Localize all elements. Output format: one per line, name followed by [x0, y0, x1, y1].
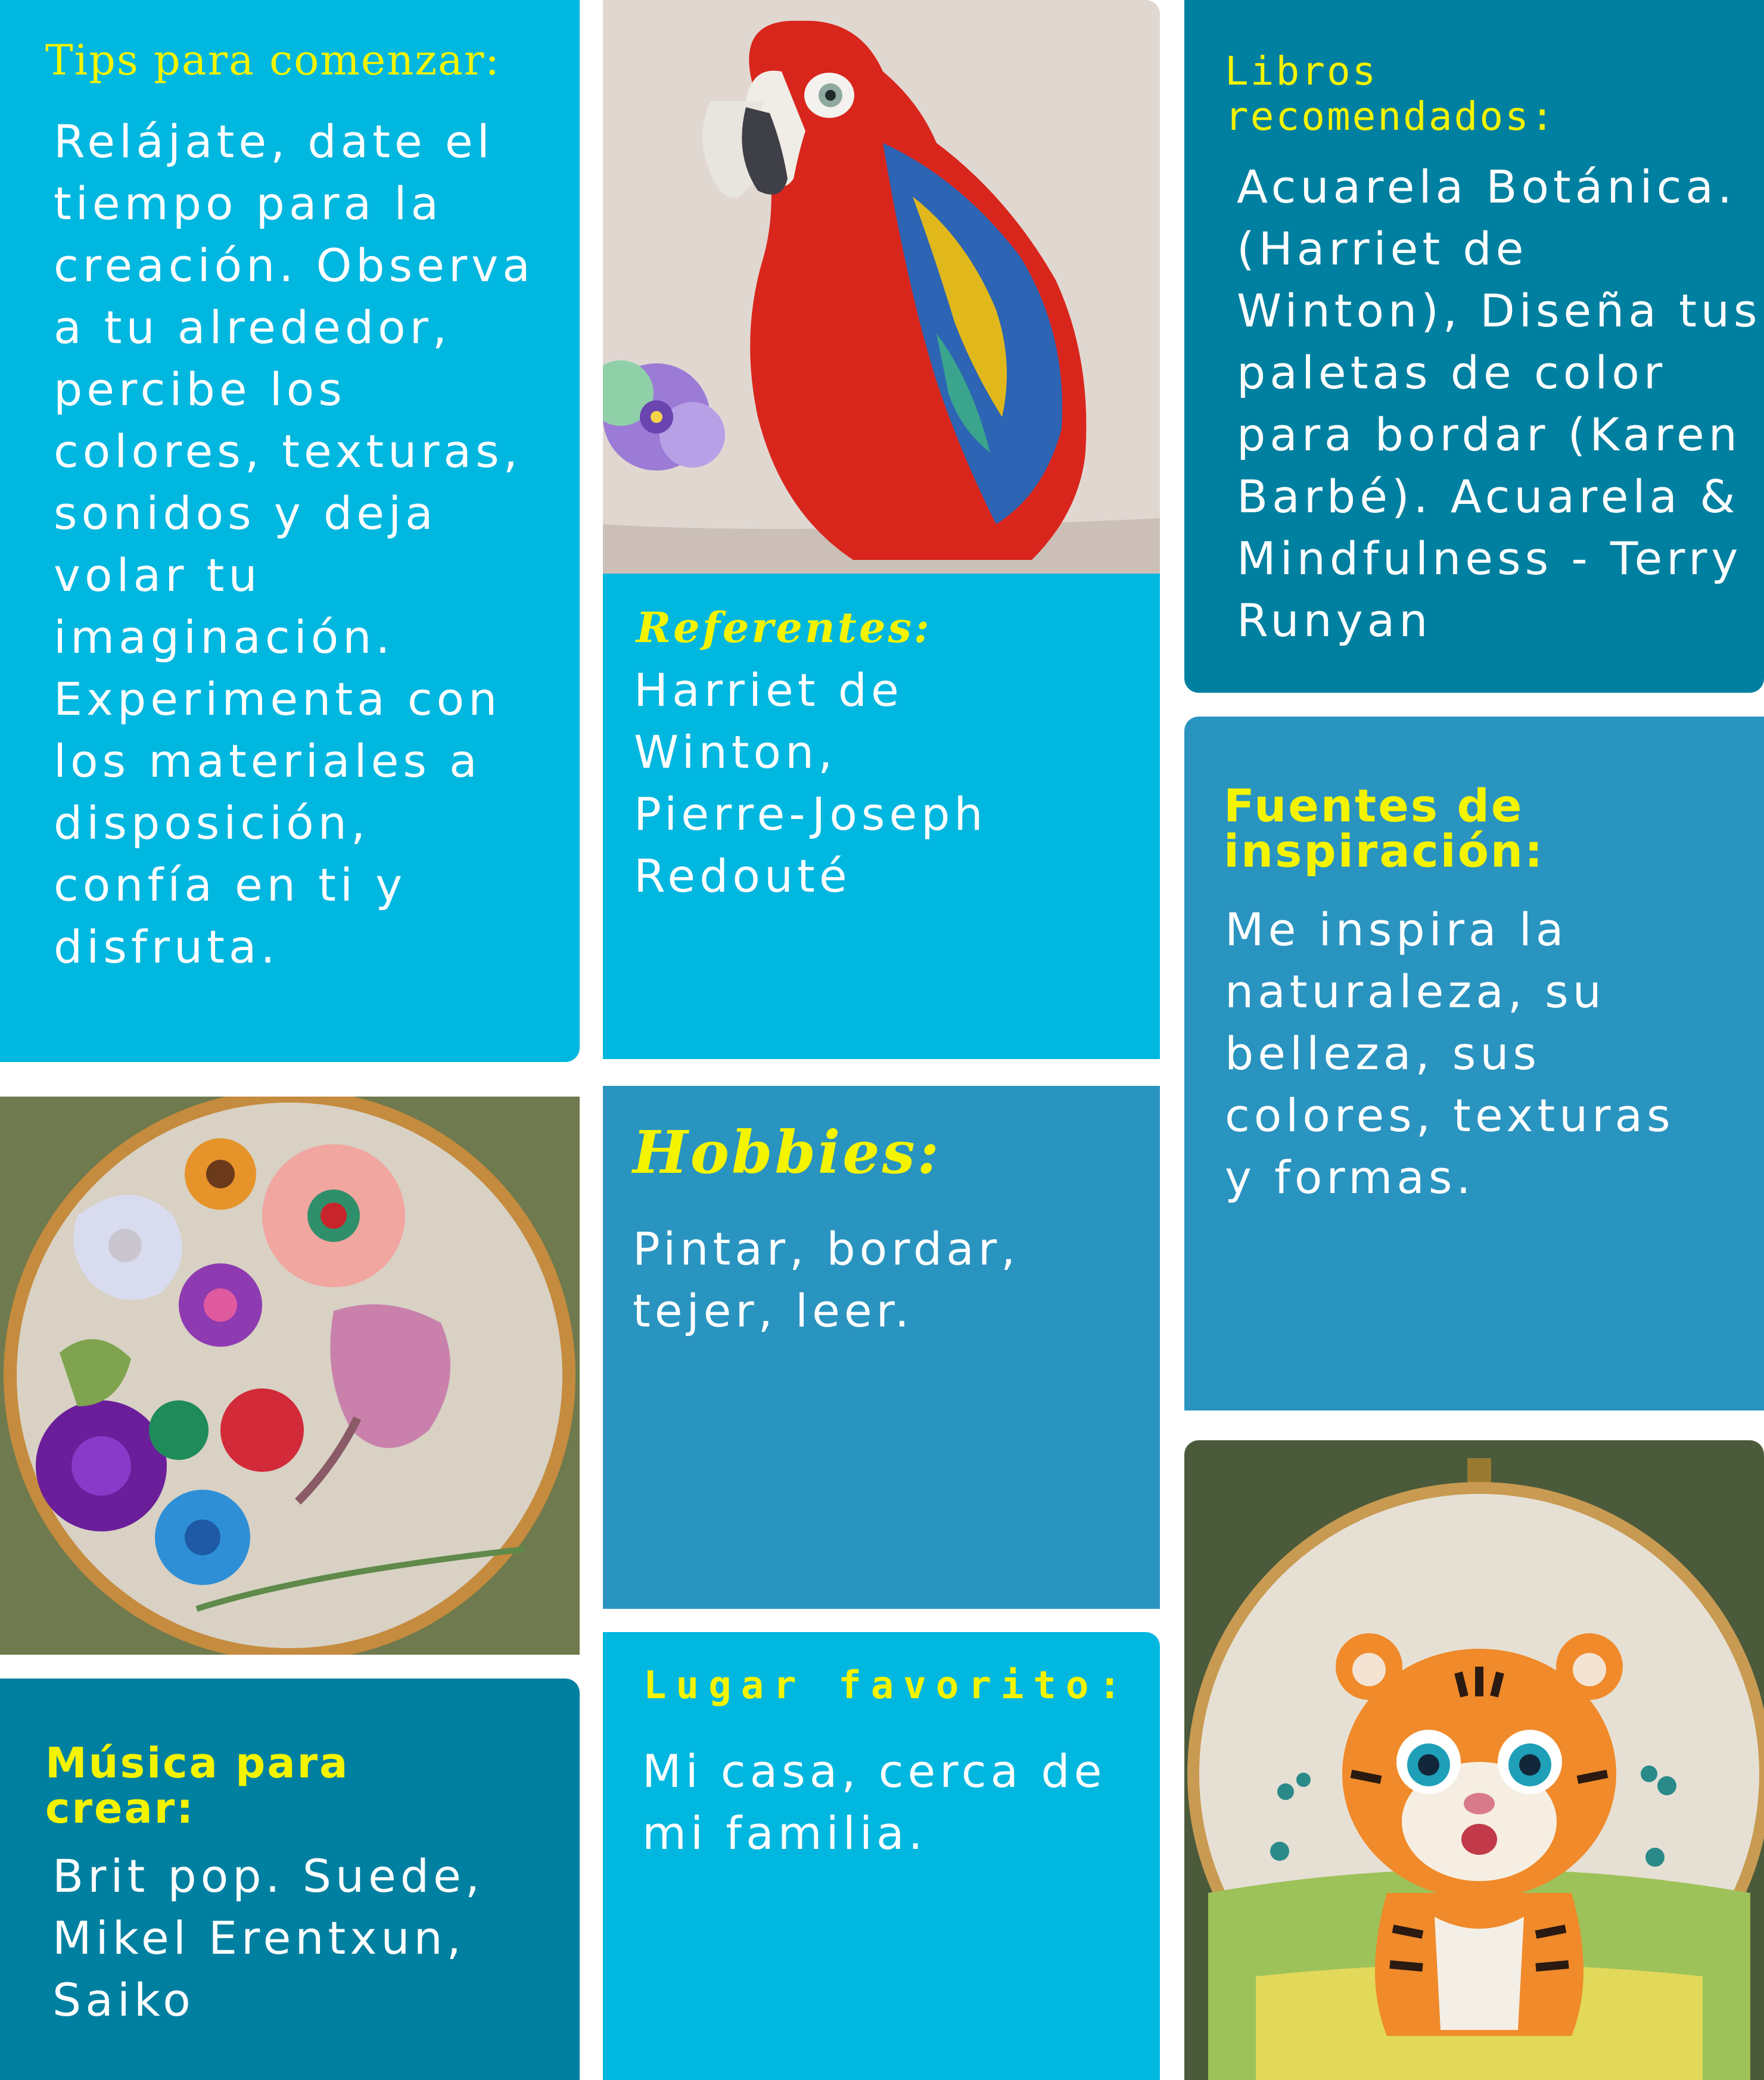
libros-body: Acuarela Botánica. (Harriet de Winton), Diseña tus paletas de color para bordar (Karen Barbé). Acuarela & Mindfulness - Terry Runyan [1237, 160, 1762, 647]
lugar-body: Mi casa, cerca de mi familia. [642, 1745, 1106, 1860]
embroidery-photo [0, 1097, 580, 1655]
tips-card [0, 0, 580, 1062]
tiger-photo [1184, 1440, 1764, 2080]
fuentes-body: Me inspira la naturaleza, su belleza, sus colores, texturas y formas. [1225, 903, 1675, 1204]
hobbies-card [603, 1086, 1160, 1609]
referentes-title: Referentes: [636, 603, 932, 652]
musica-card [0, 1679, 580, 2080]
hobbies-title: Hobbies: [633, 1119, 941, 1187]
parrot-photo [603, 0, 1160, 574]
lugar-card [603, 1632, 1160, 2080]
lugar-title: Lugar favorito: [643, 1664, 1131, 1708]
hobbies-body: Pintar, bordar, tejer, leer. [633, 1222, 1020, 1337]
fuentes-card [1184, 717, 1764, 1410]
musica-body: Brit pop. Suede, Mikel Erentxun, Saiko [52, 1849, 484, 2026]
tips-body: Relájate, date el tiempo para la creación. Observa a tu alrededor, percibe los colores, texturas, sonidos y deja volar tu imaginación. Experimenta con los materiales a disposición, confía en ti y disfruta. [54, 115, 534, 973]
libros-title: Libros recomendados: [1225, 48, 1556, 139]
tips-title: Tips para comenzar: [45, 36, 500, 85]
fuentes-title: Fuentes de inspiración: [1224, 779, 1545, 877]
musica-title: Música para crear: [45, 1739, 350, 1833]
referentes-body: Harriet de Winton, Pierre-Joseph Redouté [634, 664, 987, 902]
referentes-card [603, 574, 1160, 1059]
libros-card [1184, 0, 1764, 693]
